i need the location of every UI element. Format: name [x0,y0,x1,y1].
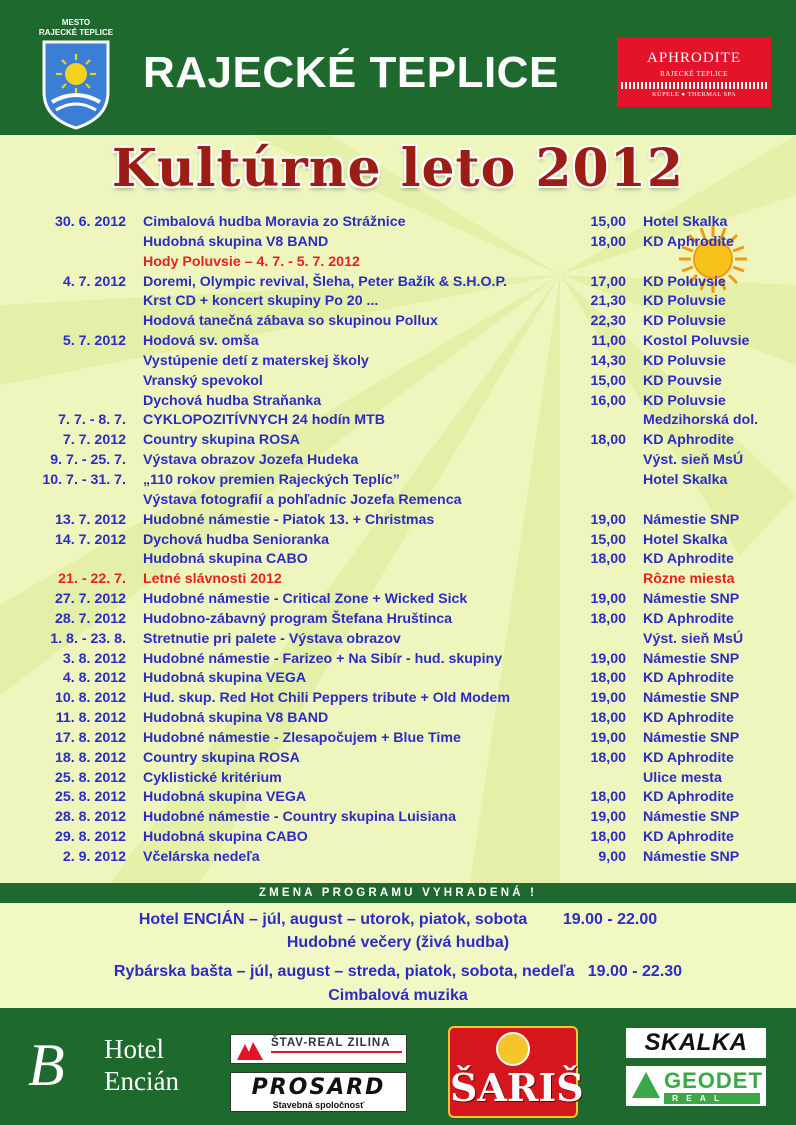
schedule-date: 25. 8. 2012 [55,769,126,786]
schedule-row [0,689,796,709]
schedule-row [0,709,796,729]
schedule-event: Hudobná skupina CABO [143,551,308,568]
schedule-row [0,749,796,769]
sponsors-footer [0,1008,796,1125]
schedule-time: 17,00 [590,273,626,290]
schedule-row [0,431,796,451]
schedule-place: Námestie SNP [643,511,740,528]
schedule-row [0,729,796,749]
schedule-time: 18,00 [590,233,626,250]
schedule-time: 15,00 [590,372,626,389]
schedule-place: KD Aphrodite [643,551,734,568]
schedule-date: 11. 8. 2012 [55,710,126,727]
schedule-time: 18,00 [590,749,626,766]
schedule-time: 18,00 [590,670,626,687]
schedule-place: Kostol Poluvsie [643,333,750,350]
schedule-date: 27. 7. 2012 [55,591,126,608]
schedule-event: Hudobné námestie - Farizeo + Na Sibír - hud. skupiny [143,650,503,667]
schedule-place: Námestie SNP [643,650,740,667]
schedule-event: Hud. skup. Red Hot Chili Peppers tribute + Old Modem [143,690,510,707]
schedule-row [0,352,796,372]
schedule-row [0,372,796,392]
geodet-name: GEODET [664,1068,763,1093]
schedule-event: Hudobno-zábavný program Štefana Hruštinca [143,610,453,627]
crest-line-1: MESTO [61,18,91,27]
info-hotel-encian-detail: Hudobné večery (živá hudba) [286,934,510,951]
program-change-notice: ZMENA PROGRAMU VYHRADENÁ ! [0,883,796,903]
schedule-event: Country skupina ROSA [143,432,300,449]
schedule-event: Cyklistické kritérium [143,769,282,786]
stav-real-underline [271,1051,402,1053]
schedule-row [0,273,796,293]
schedule-date: 21. - 22. 7. [58,571,126,588]
schedule-place: KD Poluvsie [643,392,726,409]
schedule-place: Výst. sieň MsÚ [643,452,744,469]
schedule-row [0,769,796,789]
schedule-event: Hudobná skupina V8 BAND [143,233,329,250]
schedule-time: 14,30 [590,352,626,369]
schedule-date: 28. 8. 2012 [55,809,126,826]
aphrodite-pattern [621,82,767,89]
schedule-time: 11,00 [591,333,626,350]
schedule-place: Námestie SNP [643,591,740,608]
schedule-date: 17. 8. 2012 [55,729,126,746]
schedule-row [0,411,796,431]
schedule-place: KD Aphrodite [643,432,734,449]
schedule-event: Hudobná skupina VEGA [143,789,307,806]
schedule-date: 4. 7. 2012 [62,273,126,290]
schedule-event: Hody Poluvsie – 4. 7. - 5. 7. 2012 [143,253,360,270]
prosard-subtitle: Stavebná spoločnosť [272,1100,365,1110]
schedule-date: 3. 8. 2012 [62,650,126,667]
schedule-event: Hodová sv. omša [143,333,259,350]
schedule-place: KD Aphrodite [643,749,734,766]
schedule-row [0,332,796,352]
stav-real-icon [235,1036,265,1062]
schedule-event: Hudobná skupina V8 BAND [143,710,329,727]
schedule-place: Ulice mesta [643,769,722,786]
schedule-event: Výstava fotografií a pohľadníc Jozefa Remenca [143,491,462,508]
schedule-date: 1. 8. - 23. 8. [50,630,126,647]
schedule-place: KD Aphrodite [643,829,734,846]
schedule-place: KD Poluvsie [643,313,726,330]
schedule-time: 22,30 [590,313,626,330]
schedule-date: 18. 8. 2012 [55,749,126,766]
schedule-date: 7. 7. 2012 [62,432,126,449]
schedule-place: Námestie SNP [643,690,740,707]
prosard-logo [230,1072,407,1112]
encian-line-1: Hotel [104,1034,164,1064]
aphrodite-footer: KÚPELE ● THERMAL SPA [651,91,737,98]
schedule-place: Medzihorská dol. [643,412,759,429]
schedule-place: KD Aphrodite [643,610,734,627]
festival-title: Kultúrne leto 2012 [111,138,685,199]
schedule-event: Dychová hudba Senioranka [143,531,330,548]
schedule-row [0,610,796,630]
encian-monogram: B [28,1032,65,1098]
schedule-row [0,491,796,511]
schedule-place: KD Pouvsie [643,372,722,389]
schedule-row [0,511,796,531]
town-title: RAJECKÉ TEPLICE [143,48,559,97]
schedule-place: Hotel Skalka [643,531,728,548]
schedule-date: 13. 7. 2012 [55,511,126,528]
stav-real-logo [230,1034,407,1064]
schedule-date: 10. 7. - 31. 7. [42,471,126,488]
schedule-row [0,550,796,570]
crest-line-2: RAJECKÉ TEPLICE [38,28,114,37]
schedule-time: 18,00 [590,829,626,846]
schedule-event: „110 rokov premien Rajeckých Teplíc” [143,471,400,488]
schedule-date: 30. 6. 2012 [55,214,126,230]
schedule-time: 19,00 [590,729,626,746]
schedule-row [0,292,796,312]
crest-shield-icon [38,40,114,130]
schedule-time: 15,00 [590,531,626,548]
schedule-time: 21,30 [590,293,626,310]
schedule-place: KD Poluvsie [643,352,726,369]
schedule-time: 19,00 [590,511,626,528]
hotel-encian-logo [28,1030,218,1110]
schedule-place: Námestie SNP [643,849,740,865]
prosard-name: PROSARD [251,1075,386,1100]
hotel-skalka-logo [626,1028,766,1058]
schedule-event: Hudobné námestie - Country skupina Luisiana [143,809,456,826]
schedule-place: KD Aphrodite [643,710,734,727]
schedule-row [0,630,796,650]
info-hotel-encian: Hotel ENCIÁN – júl, august – utorok, piatok, sobota 19.00 - 22.00 [138,911,658,928]
schedule-row [0,788,796,808]
schedule-date: 25. 8. 2012 [55,789,126,806]
schedule-row [0,808,796,828]
schedule-event: Krst CD + koncert skupiny Po 20 ... [143,293,379,310]
schedule-time: 18,00 [590,432,626,449]
schedule-event: Letné slávnosti 2012 [143,571,282,588]
schedule-place: Hotel Skalka [643,471,728,488]
schedule-event: Hudobné námestie - Zlesapočujem + Blue Time [143,729,461,746]
info-rybarska-basta-detail: Cimbalová muzika [328,987,468,1004]
schedule-event: Hudobné námestie - Piatok 13. + Christmas [143,511,435,528]
schedule-place: Výst. sieň MsÚ [643,630,744,647]
schedule-event: Dychová hudba Straňanka [143,392,322,409]
schedule-place: Rôzne miesta [643,571,735,588]
schedule-event: Doremi, Olympic revival, Šleha, Peter Bažík & S.H.O.P. [143,273,508,290]
schedule-place: KD Aphrodite [643,789,734,806]
schedule-place: KD Aphrodite [643,670,734,687]
schedule-place: Námestie SNP [643,729,740,746]
schedule-event: Vystúpenie detí z materskej školy [143,352,369,369]
skalka-name: SKALKA [644,1029,748,1056]
schedule-date: 7. 7. - 8. 7. [58,412,126,429]
aphrodite-subtitle: RAJECKÉ TEPLICE [660,70,728,78]
schedule-row [0,471,796,491]
schedule-time: 18,00 [590,551,626,568]
saris-crest-icon [496,1032,530,1066]
geodet-logo [626,1066,766,1106]
schedule-row [0,650,796,670]
schedule-date: 29. 8. 2012 [55,829,126,846]
schedule-time: 18,00 [590,789,626,806]
schedule-event: Vranský spevokol [143,372,263,389]
schedule-row [0,590,796,610]
saris-name: ŠARIŠ [450,1065,584,1110]
geodet-subtitle: REAL [664,1093,760,1104]
schedule-place: KD Aphrodite [643,233,734,250]
town-crest [38,18,114,126]
schedule-row [0,828,796,848]
schedule-event: Stretnutie pri palete - Výstava obrazov [143,630,401,647]
schedule-event: Cimbalová hudba Moravia zo Strážnice [143,214,406,230]
schedule-event: Hudobné námestie - Critical Zone + Wicked Sick [143,591,468,608]
schedule-date: 4. 8. 2012 [62,670,126,687]
info-rybarska-basta: Rybárska bašta – júl, august – streda, piatok, sobota, nedeľa 19.00 - 22.30 [113,963,683,980]
info-section [0,903,796,1007]
schedule-row [0,233,796,253]
schedule-row [0,570,796,590]
schedule-row [0,669,796,689]
schedule-date: 2. 9. 2012 [62,849,126,865]
schedule-time: 15,00 [590,214,626,230]
schedule-place: KD Poluvsie [643,293,726,310]
schedule-row [0,848,796,868]
schedule-place: Hotel Skalka [643,214,728,230]
schedule-row [0,531,796,551]
schedule-date: 5. 7. 2012 [62,333,126,350]
geodet-mountain-icon [632,1072,660,1098]
header-banner [0,0,796,135]
schedule-event: Včelárska nedeľa [143,849,260,865]
schedule-row [0,312,796,332]
schedule-row [0,451,796,471]
schedule-event: Hodová tanečná zábava so skupinou Pollux [143,313,438,330]
schedule-event: Country skupina ROSA [143,749,300,766]
schedule-date: 10. 8. 2012 [55,690,126,707]
schedule-place: KD Poluvsie [643,273,726,290]
schedule-time: 19,00 [590,809,626,826]
schedule-row [0,213,796,233]
schedule-time: 19,00 [590,650,626,667]
schedule-event: Hudobná skupina VEGA [143,670,307,687]
schedule-time: 9,00 [598,849,626,865]
stav-real-name: ŠTAV-REAL ZILINA [271,1037,391,1049]
schedule-row [0,253,796,273]
schedule-table [0,213,796,868]
aphrodite-name: APHRODITE [647,50,741,66]
aphrodite-logo [617,37,771,107]
schedule-date: 14. 7. 2012 [55,531,126,548]
schedule-time: 18,00 [590,610,626,627]
schedule-event: Výstava obrazov Jozefa Hudeka [143,452,359,469]
schedule-date: 28. 7. 2012 [55,610,126,627]
schedule-event: Hudobná skupina CABO [143,829,308,846]
schedule-time: 19,00 [590,690,626,707]
encian-line-2: Encián [104,1066,179,1096]
schedule-time: 19,00 [590,591,626,608]
schedule-event: CYKLOPOZITÍVNYCH 24 hodín MTB [143,412,385,429]
schedule-time: 18,00 [590,710,626,727]
schedule-place: Námestie SNP [643,809,740,826]
schedule-date: 9. 7. - 25. 7. [50,452,126,469]
schedule-row [0,392,796,412]
schedule-time: 16,00 [590,392,626,409]
saris-logo [448,1026,584,1118]
